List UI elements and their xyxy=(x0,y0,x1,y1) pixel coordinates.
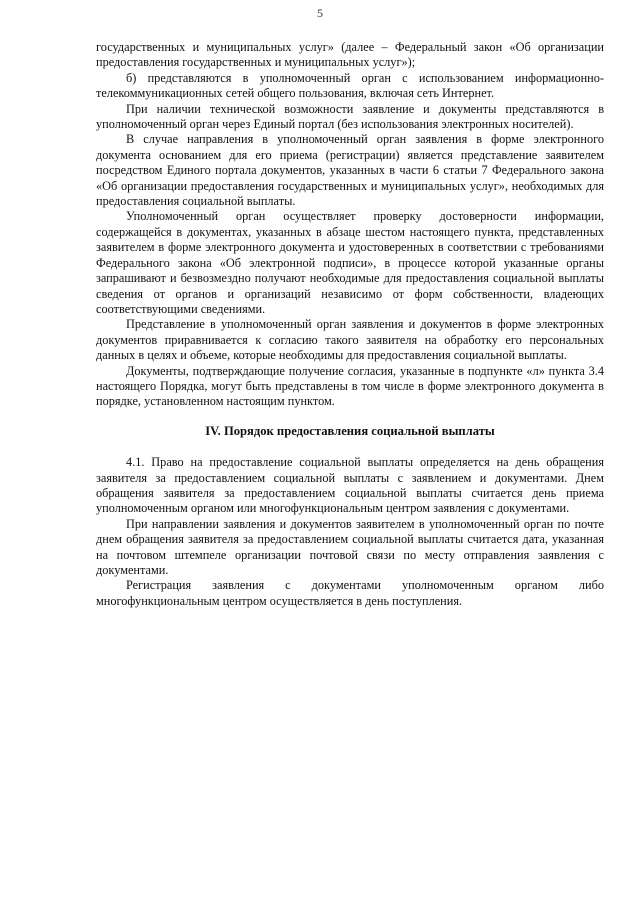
paragraph-item-b: б) представляются в уполномоченный орган с использованием информационно-телекоммуникационных сетей общего пользования, включая сеть Интернет. xyxy=(96,70,604,101)
paragraph-continuation: государственных и муниципальных услуг» (далее – Федеральный закон «Об организации предоставления государственных и муниципальных услуг»); xyxy=(96,40,604,70)
paragraph-unified-portal: При наличии технической возможности заявление и документы представляются в уполномоченный орган через Единый портал (без использования электронных носителей). xyxy=(96,101,604,132)
page-number: 5 xyxy=(317,6,323,20)
paragraph-verification: Уполномоченный орган осуществляет проверку достоверности информации, содержащейся в документах, указанных в абзаце шестом настоящего пункта, представленных заявителем в форме электронного документа и удостоверенных в соответствии с требованиями Федерального закона «Об электронной подписи», в процессе которой указанные органы запрашивают и безвозмездно получают необходимые для предоставления социальной выплаты сведения от органов и организаций независимо от форм собственности, владеющих соответствующими сведениями. xyxy=(96,209,604,316)
section-title: IV. Порядок предоставления социальной выплаты xyxy=(205,423,495,438)
paragraph-postal-submission: При направлении заявления и документов заявителем в уполномоченный орган по почте днем обращения заявителя за предоставлением социальной выплаты считается дата, указанная на почтовом штемпеле организации почтовой связи по месту отправления заявления с документами. xyxy=(96,516,604,577)
paragraph-4-1: 4.1. Право на предоставление социальной выплаты определяется на день обращения заявителя за предоставлением социальной выплаты с заявлением и документами. Днем обращения заявителя за предоставлением социальной выплаты считается день приема уполномоченным органом или многофункциональным центром заявления с документами. xyxy=(96,455,604,516)
document-body xyxy=(96,40,604,609)
paragraph-personal-data-consent: Представление в уполномоченный орган заявления и документов в форме электронных документов приравнивается к согласию такого заявителя на обработку его персональных данных в целях и объеме, которые необходимы для предоставления социальной выплаты. xyxy=(96,317,604,363)
paragraph-electronic-submission: В случае направления в уполномоченный орган заявления в форме электронного документа основанием для его приема (регистрации) является представление заявителем посредством Единого портала документов, указанных в части 6 статьи 7 Федерального закона «Об организации предоставления государственных и муниципальных услуг», необходимых для предоставления социальной выплаты. xyxy=(96,132,604,209)
paragraph-consent-documents: Документы, подтверждающие получение согласия, указанные в подпункте «л» пункта 3.4 настоящего Порядка, могут быть представлены в том числе в форме электронного документа в порядке, установленном настоящим пунктом. xyxy=(96,363,604,409)
paragraph-registration: Регистрация заявления с документами уполномоченным органом либо многофункциональным центром осуществляется в день поступления. xyxy=(96,578,604,608)
